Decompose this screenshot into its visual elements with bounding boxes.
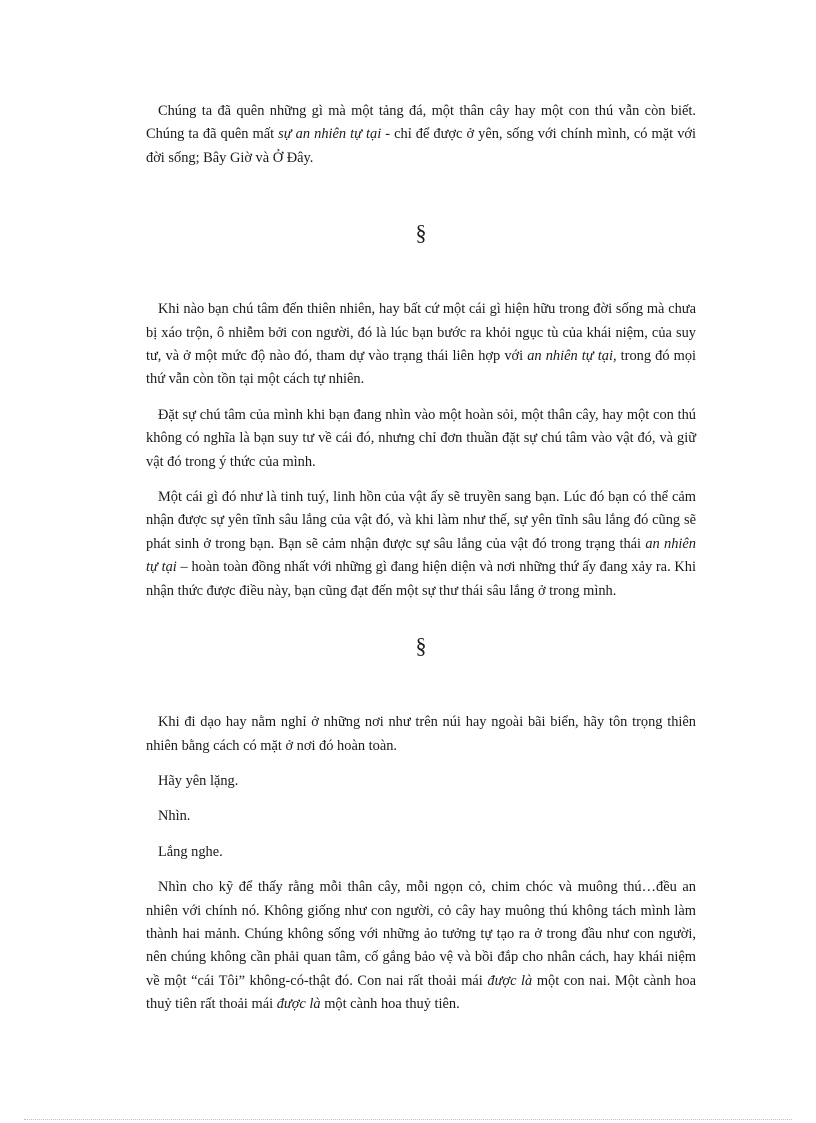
paragraph-1-emphasis: sự an nhiên tự tại [278, 126, 382, 143]
paragraph-4 [146, 486, 696, 603]
paragraph-1-text-b: - chỉ để được ở yên, sống với chính mình, có mặt với đời sống; Bây Giờ và Ở Đây. [146, 126, 696, 166]
paragraph-2 [146, 298, 696, 392]
paragraph-4-text-b: – hoàn toàn đồng nhất với những gì đang hiện diện và nơi những thứ ấy đang xảy ra. Khi nhận thức được điều này, bạn cũng đạt đến một sự thư thái sâu lắng ở trong mình. [146, 559, 697, 599]
paragraph-9-text-c: một cành hoa thuỷ tiên. [320, 996, 460, 1013]
paragraph-9-text-a: Nhìn cho kỹ để thấy rằng mỗi thân cây, mỗi ngọn cỏ, chim chóc và muông thú…đều an nhiên với chính nó. Không giống như con người, cỏ cây hay muông thú không tách mình làm thành hai mảnh. Chúng không sống với những ảo tưởng tự tạo ra ở trong đầu như con người, nên chúng không cần phải quan tâm, cố gắng bảo vệ và bồi đắp cho nhân cách, hay khái niệm về một “cái Tôi” không-có-thật đó. Con nai rất thoải mái [146, 879, 696, 989]
paragraph-1-text-a: Chúng ta đã quên những gì mà một tảng đá, một thân cây hay một con thú vẫn còn biết. Chúng ta đã quên mất [146, 103, 696, 143]
paragraph-9 [146, 876, 696, 1016]
paragraph-9-emphasis-2: được là [276, 996, 321, 1013]
paragraph-3: Đặt sự chú tâm của mình khi bạn đang nhìn vào một hoàn sỏi, một thân cây, hay một con thú không có nghĩa là bạn suy tư về cái đó, nhưng chỉ đơn thuần đặt sự chú tâm vào vật đó, và giữ vật đó trong ý thức của mình. [146, 406, 696, 470]
paragraph-4-text-a: Một cái gì đó như là tinh tuý, linh hồn của vật ấy sẽ truyền sang bạn. Lúc đó bạn có thể cảm nhận được sự yên tĩnh sâu lắng của vật đó, và khi làm như thế, sự yên tĩnh sâu lắng đó cũng sẽ phát sinh ở trong bạn. Bạn sẽ cảm nhận được sự sâu lắng của vật đó trong trạng thái [146, 489, 696, 552]
paragraph-4-emphasis: an nhiên tự tại [146, 535, 696, 576]
paragraph-9-emphasis-1: được là [487, 972, 533, 989]
document-body [146, 100, 696, 1017]
section-mark-2: § [415, 633, 427, 659]
paragraph-5: Khi đi dạo hay nằm nghỉ ở những nơi như trên núi hay ngoài bãi biển, hãy tôn trọng thiên nhiên bằng cách có mặt ở nơi đó hoàn toàn. [146, 714, 696, 754]
paragraph-8: Lắng nghe. [158, 843, 223, 860]
paragraph-7: Nhìn. [158, 808, 191, 825]
paragraph-2-text-a: Khi nào bạn chú tâm đến thiên nhiên, hay bất cứ một cái gì hiện hữu trong đời sống mà chưa bị xáo trộn, ô nhiễm bởi con người, đó là lúc bạn bước ra khỏi ngục tù của khái niệm, của suy tư, và ở một mức độ nào đó, tham dự vào trạng thái liên hợp với [146, 301, 696, 365]
paragraph-9-text-b: một con nai. Một cành hoa thuỷ tiên rất thoải mái [146, 972, 696, 1013]
paragraph-2-emphasis: an nhiên tự tại, [527, 348, 617, 365]
section-mark-1: § [415, 220, 427, 246]
page-bottom-divider [24, 1119, 792, 1120]
paragraph-2-text-b: trong đó mọi thứ vẫn còn tồn tại một cách tự nhiên. [146, 348, 697, 388]
paragraph-6: Hãy yên lặng. [158, 772, 239, 789]
paragraph-1 [146, 100, 696, 170]
